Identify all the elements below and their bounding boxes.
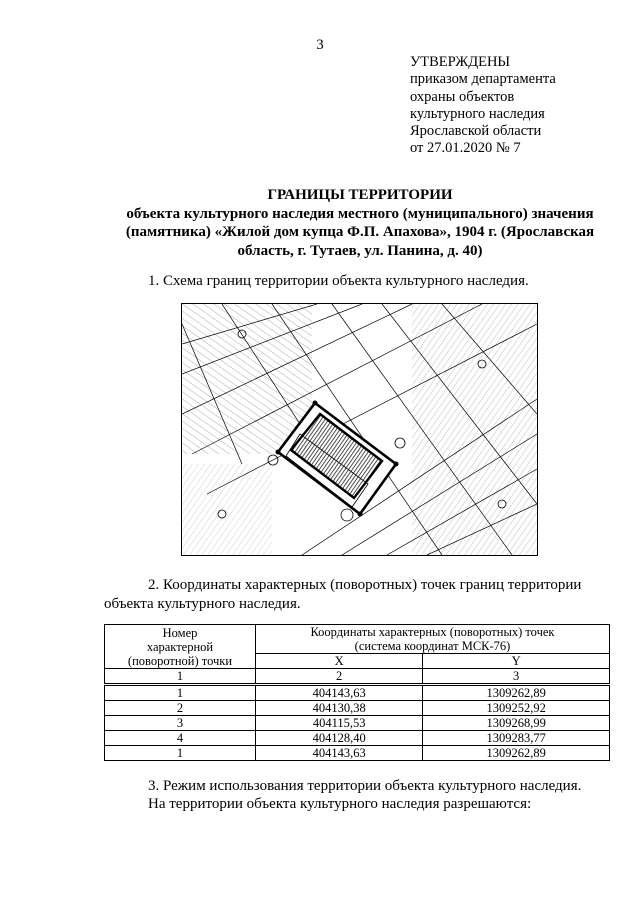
section-3-text: На территории объекта культурного наследия разрешаются: bbox=[148, 796, 532, 812]
header-text: характерной bbox=[146, 639, 214, 654]
approval-line: приказом департамента bbox=[410, 71, 556, 88]
coord-x: 404130,38 bbox=[256, 701, 423, 716]
point-number: 4 bbox=[105, 731, 256, 746]
table-row bbox=[105, 746, 610, 761]
coord-x: 404143,63 bbox=[256, 746, 423, 761]
point-number: 2 bbox=[105, 701, 256, 716]
section-2-line: 2. Координаты характерных (поворотных) точек границ территории bbox=[148, 577, 582, 593]
table-row bbox=[105, 731, 610, 746]
point-number: 1 bbox=[105, 685, 256, 701]
approval-stamp bbox=[410, 54, 556, 158]
section-2-heading bbox=[104, 576, 610, 613]
title-line: объекта культурного наследия местного (муниципального) значения bbox=[126, 205, 594, 222]
coord-x: 404143,63 bbox=[256, 685, 423, 701]
approval-line: охраны объектов bbox=[410, 88, 515, 105]
section-3-heading: 3. Режим использования территории объекта культурного наследия. bbox=[148, 778, 582, 794]
title-line: (памятника) «Жилой дом купца Ф.П. Апахова», 1904 г. (Ярославская bbox=[125, 224, 595, 240]
column-number: 2 bbox=[256, 669, 423, 685]
title-line: ГРАНИЦЫ ТЕРРИТОРИИ bbox=[267, 187, 453, 203]
title-line: область, г. Тутаев, ул. Панина, д. 40) bbox=[237, 242, 483, 259]
page-number: 3 bbox=[316, 37, 324, 53]
header-text: (поворотной) точки bbox=[127, 653, 233, 668]
approval-line: культурного наследия bbox=[410, 105, 545, 122]
hatched-area bbox=[412, 304, 537, 555]
coord-y: 1309252,92 bbox=[423, 701, 610, 716]
approval-line: Ярославской области bbox=[410, 123, 542, 140]
table-row bbox=[105, 716, 610, 731]
header-coordinates bbox=[256, 625, 610, 654]
approval-line: от 27.01.2020 № 7 bbox=[410, 140, 521, 157]
point-number: 1 bbox=[105, 746, 256, 761]
header-x: X bbox=[256, 654, 423, 669]
coord-y: 1309268,99 bbox=[423, 716, 610, 731]
document-title bbox=[100, 186, 620, 260]
coord-y: 1309262,89 bbox=[423, 685, 610, 701]
header-text: Координаты характерных (поворотных) точек bbox=[310, 625, 555, 639]
map-drawing bbox=[182, 304, 537, 555]
coordinates-table bbox=[104, 624, 610, 761]
coord-y: 1309283,77 bbox=[423, 731, 610, 746]
boundary-map bbox=[181, 303, 538, 556]
table-row bbox=[105, 701, 610, 716]
hatched-area bbox=[182, 464, 272, 555]
header-text: Номер bbox=[162, 625, 198, 640]
coord-x: 404115,53 bbox=[256, 716, 423, 731]
header-text: (система координат МСК-76) bbox=[354, 639, 511, 653]
approval-line: УТВЕРЖДЕНЫ bbox=[410, 54, 511, 70]
section-1-heading: 1. Схема границ территории объекта культурного наследия. bbox=[148, 273, 529, 289]
header-point-number bbox=[105, 625, 256, 669]
coord-y: 1309262,89 bbox=[423, 746, 610, 761]
point-number: 3 bbox=[105, 716, 256, 731]
coord-x: 404128,40 bbox=[256, 731, 423, 746]
section-2-line: объекта культурного наследия. bbox=[104, 595, 301, 612]
header-y: Y bbox=[423, 654, 610, 669]
table-row bbox=[105, 685, 610, 701]
column-number: 1 bbox=[105, 669, 256, 685]
column-number: 3 bbox=[423, 669, 610, 685]
